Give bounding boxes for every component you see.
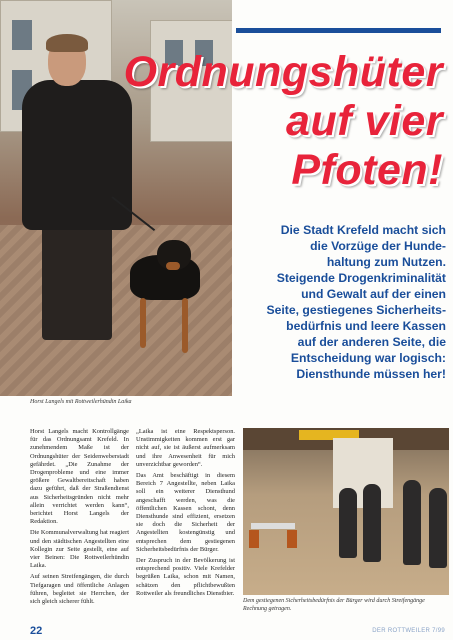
street: [0, 225, 232, 396]
pedestrian: [403, 480, 421, 565]
cafe-chair: [249, 530, 259, 548]
page-number: 22: [30, 625, 43, 637]
text-column-2: [136, 428, 235, 601]
pedestrian: [429, 488, 447, 568]
intro-line: auf der anderen Seite, die: [297, 335, 446, 349]
man-hair: [46, 34, 88, 52]
intro-line: Steigende Drogenkriminalität: [276, 271, 446, 285]
window: [12, 20, 32, 50]
cafe-table: [251, 523, 295, 529]
article-title: [113, 48, 443, 195]
paragraph: „Laika ist eine Respektsperson. Unstimmigkeiten kommen erst gar nicht auf, sie ist äußerst aufmerksam und ihre Anwesenheit für mich unverzichtbar geworden“.: [136, 428, 235, 468]
intro-line: Die Stadt Krefeld macht sich: [280, 223, 446, 237]
intro-line: Seite, gestiegenes Sicherheits-: [266, 303, 446, 317]
paragraph: Das Amt beschäftigt in diesem Bereich 7 Angestellte, neben Laika soll ein weiterer Diensthund angeschafft werden, was die öffentlichen Kassen schont, denn Diensthunde sind effizient, ersetzen sie doch die Sicherheit der Angestellten kostengünstig und entsprechen dem gestiegenen Sicherheitsbedürfnis der Bürger.: [136, 472, 235, 553]
intro-line: die Vorzüge der Hunde-: [310, 239, 446, 253]
accent-bar: [236, 28, 441, 33]
magazine-footer: DER ROTTWEILER 7/99: [372, 628, 445, 634]
intro-line: und Gewalt auf der einen: [301, 287, 446, 301]
cafe-chair: [287, 530, 297, 548]
man-legs: [42, 225, 112, 340]
paragraph: Die Kommunalverwaltung hat reagiert und den städtischen Angestellten eine Kollegin zur Seite gestellt, eine auf vier Beinen: Die Rottweilerhündin Laika.: [30, 529, 129, 570]
main-photo-caption: Horst Langels mit Rottweilerhündin Laika: [30, 399, 132, 405]
intro-line: bedürfnis und leere Kassen: [286, 319, 446, 333]
officer: [363, 484, 381, 562]
street-photo: [243, 428, 449, 595]
intro-line: Entscheidung war logisch:: [290, 351, 446, 365]
intro-line: Diensthunde müssen her!: [296, 367, 446, 381]
title-line: Ordnungshüter: [123, 48, 443, 96]
paragraph: Der Zuspruch in der Bevölkerung ist entsprechend positiv. Viele Krefelder begrüßen Laika, schon mit Namen, schätzen den pflichtbewußten Rottweiler als freundliches Dienstbier.: [136, 557, 235, 597]
intro-line: haltung zum Nutzen.: [326, 255, 446, 269]
article-intro: [238, 222, 446, 382]
paragraph: Horst Langels macht Kontrollgänge für das Ordnungsamt Krefeld. In zunehmendem Maße ist der Ordnungshüter der Seidenweberstadt gefährdet. „Die Zunahme der Drogenprobleme und eine immer größere Gewaltbereitschaft haben dazu geführt, daß der Straßendienst aus Sicherheitsgründen nicht mehr allein verrichtet werden kann“, berichtet Horst Langels der Redaktion.: [30, 428, 129, 526]
title-line: auf vier: [286, 97, 443, 145]
text-column-1: [30, 428, 129, 609]
rottweiler-leg: [140, 298, 146, 348]
title-line: Pfoten!: [291, 146, 443, 194]
paragraph: Auf seinen Streifengängen, die durch Tiefgaragen und öffentliche Anlagen führen, begleitet sie Herrchen, der sich gleich sicherer fühlt.: [30, 573, 129, 606]
street-photo-caption: Dem gestiegenen Sicherheitsbedürfnis der Bürger wird durch Streifengänge Rechnung getragen.: [243, 598, 425, 612]
pedestrian: [339, 488, 357, 558]
rottweiler-leg: [182, 298, 188, 353]
rottweiler-markings: [166, 262, 180, 270]
